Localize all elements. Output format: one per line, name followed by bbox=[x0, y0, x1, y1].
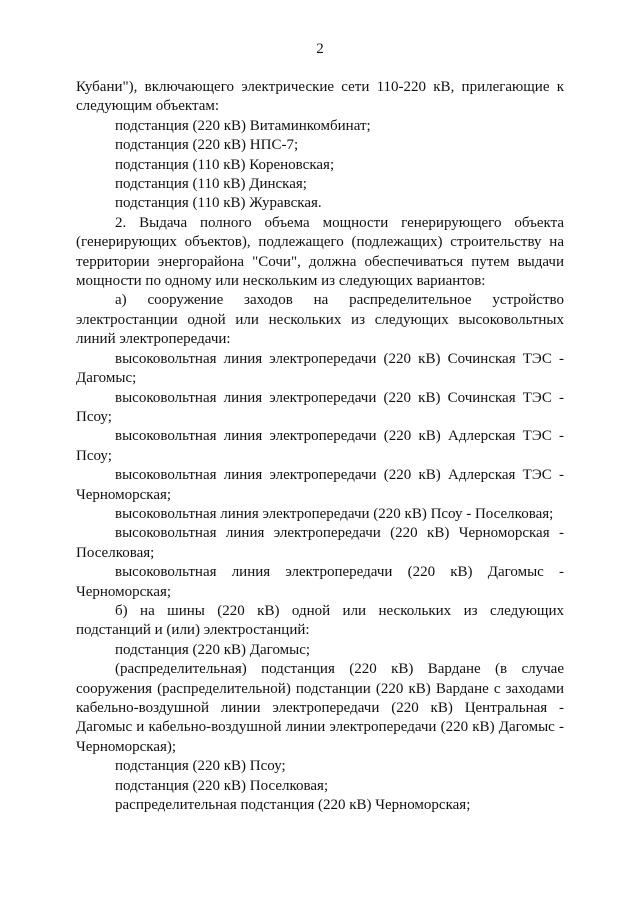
list-item-substation-korenovskaya: подстанция (110 кВ) Кореновская; bbox=[115, 156, 335, 173]
list-item-substation-chernomorskaya: распределительная подстанция (220 кВ) Черноморская; bbox=[115, 797, 471, 814]
list-item-substation-vitaminkombinat: подстанция (220 кВ) Витаминкомбинат; bbox=[115, 117, 371, 134]
list-item-line-chernomorskaya-poselkovaya: высоковольтная линия электропередачи (220 кВ) Черноморская - Поселковая; bbox=[76, 525, 564, 561]
list-item-substation-psou: подстанция (220 кВ) Псоу; bbox=[115, 758, 286, 775]
list-item-line-sochinskaya-dagomys: высоковольтная линия электропередачи (220 кВ) Сочинская ТЭС - Дагомыс; bbox=[76, 350, 564, 387]
list-item-substation-nps7: подстанция (220 кВ) НПС-7; bbox=[115, 137, 299, 154]
list-item-line-dagomys-chernomorskaya: высоковольтная линия электропередачи (220 кВ) Дагомыс - Черноморская; bbox=[76, 564, 564, 600]
paragraph-intro-continuation: Кубани"), включающего электрические сети 110-220 кВ, прилегающие к следующим объектам: bbox=[76, 79, 564, 115]
list-item-substation-zhuravskaya: подстанция (110 кВ) Журавская. bbox=[115, 195, 322, 212]
list-item-line-psou-poselkovaya: высоковольтная линия электропередачи (220 кВ) Псоу - Поселковая; bbox=[115, 505, 554, 522]
list-item-line-sochinskaya-psou: высоковольтная линия электропередачи (220 кВ) Сочинская ТЭС - Псоу; bbox=[76, 389, 564, 425]
list-item-line-adlerskaya-psou: высоковольтная линия электропередачи (220 кВ) Адлерская ТЭС - Псоу; bbox=[76, 428, 564, 464]
list-item-substation-poselkovaya: подстанция (220 кВ) Поселковая; bbox=[115, 777, 329, 794]
paragraph-clause-2: 2. Выдача полного объема мощности генерирующего объекта (генерирующих объектов), подлежащего (подлежащих) строительству на территории энергорайона "Сочи", должна обеспечиваться путем выдачи мощности по одному или нескольким из следующих вариантов: bbox=[76, 214, 564, 290]
list-item-substation-dinskaya: подстанция (110 кВ) Динская; bbox=[115, 176, 307, 193]
list-item-substation-dagomys: подстанция (220 кВ) Дагомыс; bbox=[115, 641, 311, 658]
paragraph-option-a: а) сооружение заходов на распределительное устройство электростанции одной или нескольких из следующих высоковольтных линий электропередачи: bbox=[76, 292, 564, 348]
list-item-line-adlerskaya-chernomorskaya: высоковольтная линия электропередачи (220 кВ) Адлерская ТЭС - Черноморская; bbox=[76, 467, 564, 503]
list-item-substation-vardane: (распределительная) подстанция (220 кВ) Вардане (в случае сооружения (распределительной) подстанции (220 кВ) Вардане с заходами кабельно-воздушной линии электропередачи (220 кВ) Центральная - Дагомыс и кабельно-воздушной линии электропередачи (220 кВ) Дагомыс - Черноморская); bbox=[76, 661, 564, 755]
document-body bbox=[76, 78, 564, 815]
page-number: 2 bbox=[316, 41, 324, 57]
paragraph-option-b: б) на шины (220 кВ) одной или нескольких из следующих подстанций и (или) электростанций: bbox=[76, 602, 564, 639]
